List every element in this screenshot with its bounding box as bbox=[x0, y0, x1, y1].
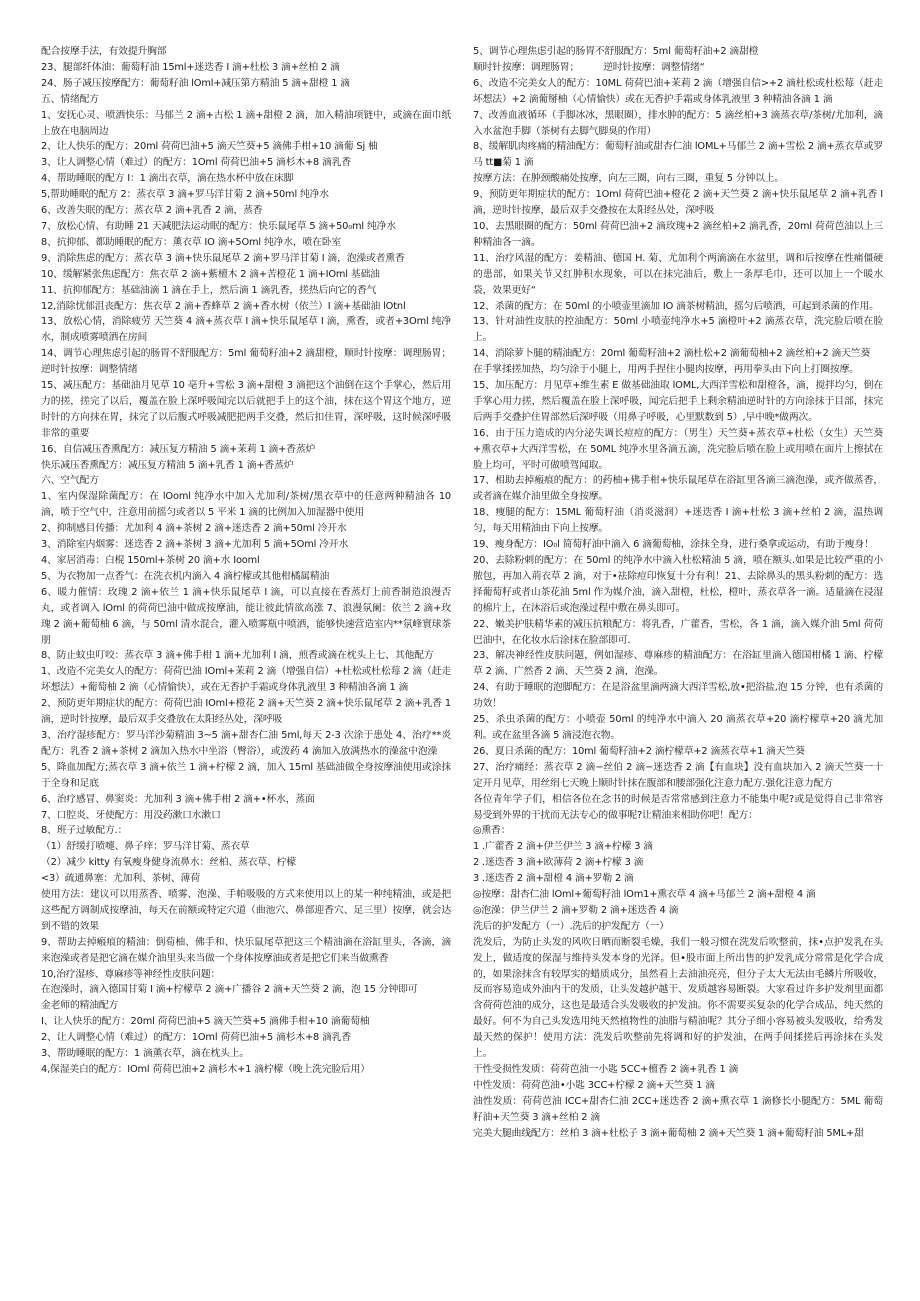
right-column-paragraph: 顺时针按摩：调理肠胃； 逆时针按摩：调整情绪“ bbox=[473, 61, 705, 73]
left-column-paragraph: 1、安抚心灵、喷洒快乐：马郁兰 2 滴+古松 1 滴+甜橙 2 滴，加入精油项链中，或滴在面巾纸上放在电脑周边 bbox=[41, 109, 451, 137]
left-column-paragraph: 五、情绪配方 bbox=[41, 93, 99, 105]
right-column-paragraph: 12、杀菌的配方：在 50ml 的小喷壶里滴加 IO 滴茶树精油，摇匀后喷洒，可起到杀菌的作用。 bbox=[473, 300, 879, 312]
left-column-paragraph: 9、帮助去掉瘢痕的精油：倒荀柚、佛手和、快乐鼠尾草把这三个精油滴在浴缸里头，各滴，滴来泡澡或者是把它滴在媒介油里头来当做一个身体按摩油或者是把它们来当做熏香 bbox=[41, 936, 451, 964]
left-column-paragraph: 配合按摩手法，有效提升胸部 bbox=[41, 46, 167, 57]
right-column-paragraph: 27、治疗痛经：蒸衣草 2 滴−丝伯 2 滴−迷迭香 2 滴【有血块】没有血块加入 2 滴天竺葵一十定开月见草，用丝绢七天晚上顺时针抹在腹部和腰部强化注意力配方.强化注意力配方 bbox=[473, 761, 883, 789]
left-column-paragraph: 8、抗抑郁、都助睡眠的配方：薰衣草 IO 滴+5Oml 纯净水，喷在卧室 bbox=[41, 236, 342, 248]
left-column-paragraph: 1、室内保湿除菌配方：在 lOoml 纯净水中加入尤加利/茶树/黑衣草中的任意两种精油各 10 滴，喷于空气中，注意用前摇匀或者以 5 平米 1 滴的比例加入加湿器中使用 bbox=[41, 491, 451, 519]
left-column-paragraph: 15、减压配方：基础油月见草 10 亳升+雪松 3 滴+甜橙 3 滴把这个油倒在这个手掌心，然后用力的搓，搓完了以后，覆盖在脸上深呼吸闻完以后就把手上的这个油，抹在这个胃这个地方，逆时针的方向抹在胃，抹完了以后腹式呼吸减肥把两手交叠，然后扣住胃，深呼吸，这时候深呼吸非常的重要 bbox=[41, 380, 451, 439]
left-column-paragraph: 23、腿部纤体油：葡萄籽油 15ml+迷迭香 I 滴+杜松 3 滴+丝柏 2 滴 bbox=[41, 61, 340, 73]
left-column-paragraph: 2、抑制感目传播：尤加利 4 滴+茶树 2 滴+迷迭香 2 滴+50ml 冷开水 bbox=[41, 523, 347, 535]
right-column-paragraph: 1 .广藿香 2 滴+伊兰伊兰 3 滴+柠檬 3 滴 bbox=[473, 841, 653, 853]
left-column-paragraph: I、让人快乐的配方：20ml 荷荷巴油+5 滴天竺葵+5 滴佛手柑+10 滴葡萄柚 bbox=[41, 1016, 370, 1028]
left-column-paragraph: 使用方法：建议可以用蒸香、喷雾、泡澡、手帕吸吸的方式来使用以上的某一种纯精油，或是把这些配方调制成按摩油，每天在前额或特定穴道（曲池穴、鼻部迎香穴、足三里）按摩，就会达到不错的效果 bbox=[41, 889, 451, 932]
left-column-paragraph: 10,治疗湿疹、尊麻疹等神经性皮肤问题： bbox=[41, 968, 221, 980]
left-column-paragraph: 金老师的精油配方 bbox=[41, 1000, 119, 1012]
left-column-paragraph: 6、改善失眠的配方：蒸衣草 2 滴+乳香 2 滴，蒸香 bbox=[41, 205, 263, 217]
left-column-paragraph: 1、改造不完美女人的配方：荷荷巴油 IOml+茉莉 2 滴（增强自信）+杜松或杜松莓 2 滴（赶走坏想法）+葡萄柚 2 滴（心情愉快），或在无香护手霜或身体乳液里 3 种精油各滴 1 滴 bbox=[41, 666, 451, 694]
right-column-paragraph: 5、调节心理焦虑引起的肠胃不舒服配方：5ml 葡萄籽油+2 滴甜橙 bbox=[473, 46, 759, 57]
left-column-paragraph: 10、缓解紧张焦虑配方：焦衣草 2 滴+紫檀木 2 滴+苦橙花 1 滴+IOml 基础油 bbox=[41, 268, 380, 280]
left-column-paragraph: <3）疏通鼻塞：尤加利、茶树、薄荷 bbox=[41, 873, 200, 885]
right-column-paragraph: 7、改善血液循环（手脚冰冰，黑眼圈），排水肿的配方：5 滴丝柏+3 滴蒸衣草/茶树/尤加利，滴入水盆泡手脚（茶树有去脚气脚臭的作用） bbox=[473, 109, 883, 137]
right-column-paragraph: 8、缓解肌肉疼痛的精油配方：葡萄籽油或甜杏仁油 lOML+马郁兰 2 滴+雪松 2 滴+蒸衣草或罗马 tt■菊 1 滴 bbox=[473, 141, 883, 169]
right-column-paragraph: ◎泡澡：伊兰伊兰 2 滴+罗勒 2 滴+迷迭香 4 滴 bbox=[473, 904, 679, 916]
right-column-paragraph: 23、解决神经性皮肤问题，例如湿疹、尊麻疹的精油配方：在浴缸里滴入德国柑橘 1 滴、柠檬草 2 滴、广然香 2 滴、天竺葵 2 滴，泡澡。 bbox=[473, 650, 883, 678]
left-column-paragraph: 6、治疗感冒、鼻窦炎：尤加利 3 滴+佛手柑 2 滴+•杯水，蒸面 bbox=[41, 793, 315, 805]
right-column-paragraph: 在手掌揉搓加热，均匀涂于小腿上，用两手捏住小腿肉按摩，再用拳头由下向上打圈按摩。 bbox=[473, 364, 859, 376]
left-column-paragraph: 6、暖力催情：玫瑰 2 滴+依兰 1 滴+快乐鼠尾草 I 滴，可以直接在香蒸灯上前香制造浪漫否丸，或者调入 lOml 的荷荷巴油中做成按摩油，能让彼此情欲高涨 7、浪漫氛阑：依兰 2 滴+玫瑰 2 滴+葡萄柚 6 滴，与 50ml 清水混合，灌入喷雾瓶中喷洒，能够快速营造室内**氛峰寰球茶朋 bbox=[41, 586, 451, 646]
right-column-paragraph: 25、杀虫杀菌的配方：小喷壶 50ml 的纯净水中滴入 20 滴蒸衣草+20 滴柠檬草+20 滴尤加利。或在盆里各滴 5 滴浸泡衣物。 bbox=[473, 714, 883, 741]
right-column-paragraph: 10、去黑眼圈的配方：50ml 荷荷巴油+2 滴玫瑰+2 滴丝柏+2 滴乳香，20ml 荷荷芭油以上三种精油各一滴。 bbox=[473, 220, 883, 248]
left-column-paragraph: （2）减少 kitty 有氧瘦身健身流鼻水：丝柏、蒸衣草、柠檬 bbox=[41, 857, 297, 869]
left-column-paragraph: 5、降血加配方;蒸衣草 3 滴+依兰 1 滴+柠檬 2 滴，加入 15ml 基础油做全身按摩油使用或涂抹于全身和足底 bbox=[41, 761, 451, 789]
right-column-paragraph: 26、夏日杀菌的配方：10ml 葡萄籽油+2 滴柠檬草+2 滴蒸衣草+1 滴天竺葵 bbox=[473, 745, 805, 757]
left-column-paragraph: 11、抗抑郁配方：基础油滴 1 滴在手上，然后滴 1 滴乳香，搓热后向它的香气 bbox=[41, 284, 377, 296]
left-column-paragraph: （1）舒缓打喷嚏、鼻子痒：罗马洋甘菊、蒸衣草 bbox=[41, 841, 250, 853]
left-column-paragraph: 8、防止蚊虫叮咬：蒸衣草 3 滴+佛手柑 1 滴+尤加利 I 滴，煎香或滴在枕头上七、其他配方 bbox=[41, 650, 434, 662]
left-column-paragraph: 5,帮助睡眠的配方 2：蒸衣草 3 滴+罗马洋甘菊 2 滴+50ml 纯净水 bbox=[41, 189, 329, 201]
left-column bbox=[41, 44, 451, 1078]
left-column-paragraph: 3、帮助睡眠的配方：1 滴薰衣草，滴在枕头上。 bbox=[41, 1048, 250, 1060]
right-column-paragraph: ◎按摩：甜杏仁油 lOml+葡萄籽油 lOm1+熏衣草 4 滴+马郁兰 2 滴+甜橙 4 滴 bbox=[473, 889, 816, 901]
right-column-paragraph: 完美大腿曲线配方：丝柏 3 滴+杜松子 3 滴+葡萄柚 2 滴+天竺葵 1 滴+葡萄籽油 5ML+甜 bbox=[473, 1127, 864, 1139]
left-column-paragraph: 2、让人调整心情（难过）的配方：1Oml 荷荷巴油+5 滴杉木+8 滴乳香 bbox=[41, 1032, 352, 1044]
right-column-paragraph: 19、瘦身配方：IO₀l 简萄籽油中滴入 6 滴葡萄柚，涂抹全身，进行桑拿或运动，有助于瘦身！ bbox=[473, 539, 874, 551]
left-column-paragraph: 4、帮助睡眠的配方 I：1 滴出衣草，滴在热水杯中放在床脚 bbox=[41, 173, 294, 185]
left-column-paragraph: 4,保湿美白的配方：IOml 荷荷巴油+2 滴杉木+1 滴柠檬（晚上洗完脸后用） bbox=[41, 1064, 370, 1075]
right-column bbox=[473, 44, 883, 1142]
left-column-paragraph: 六、空气配方 bbox=[41, 475, 99, 487]
right-column-paragraph: 22、嫩美护肤精华素的减压抗粮配方：将乳香，广藿香，雪松，各 1 滴，滴入媒介油 5ml 荷荷巴油中，在化妆水后涂抹在脸部即可. bbox=[473, 618, 883, 646]
left-column-paragraph: 2、预防更年期症状的配方：荷荷巴油 IOml+橙花 2 滴+天竺葵 2 滴+快乐鼠尾草 2 滴+乳香 1 滴，逆时针按摩，最后双手交叠放在太阳经丛处，深呼吸 bbox=[41, 698, 451, 726]
left-column-paragraph: 14、调节心理焦虑引起的肠胃不舒服配方：5ml 葡萄籽油+2 滴甜橙，顺时针按摩：调理肠胃；逆时针按摩：调整情绪 bbox=[41, 348, 451, 376]
left-column-paragraph: 12,消除忧郁沮丧配方：焦衣草 2 滴+香蜂草 2 滴+香水树（依兰）I 滴+基础油 lOtnl bbox=[41, 300, 406, 312]
right-column-paragraph: 干性受损性发质：荷荷芭油一小匙 5CC+檀香 2 滴+乳香 1 滴 bbox=[473, 1064, 739, 1075]
right-column-paragraph: 18、瘦腿的配方：15ML 葡萄籽油（消炎滋润）+迷迭香 I 滴+杜松 3 滴+丝柏 2 滴，温热调匀，每天用精油由下向上按摩。 bbox=[473, 507, 883, 535]
right-column-paragraph: 20、去除粉刺的配方：在 50ml 的纯净水中滴入杜松精油 5 滴，喷在额头.如果是比较严重的小脓包，再加入荊衣草 2 滴，对于•祛除痘印恢复十分有利！21、去除鼻头的黑头粉刺的配方：选择葡萄籽或者山茶花油 5ml 作为媒介油，滴入甜橙，杜松，橙叶，蒸衣草各一滴。适量滴在浸湿的棉片上，在沐浴后或泡澡过程中敷在鼻头即可。 bbox=[473, 555, 883, 614]
left-column-paragraph: 7、口腔炎、牙使配方：用没药漱口水漱口 bbox=[41, 809, 221, 821]
right-column-paragraph: 15、加压配方：月见草+维生素 E 做基础油取 lOML,大西洋雪松和甜橙各，滴，搅拌均匀，倒在手掌心用力搓，然后覆盖在脸上深呼吸，闻完后把手上剩余精油逆时针的方向涂抹于目部，抹完后两手交叠护住胃部然后深呼吸（用鼻子呼吸，心里默数到 5）,早中晚*做两次。 bbox=[473, 380, 883, 423]
left-column-paragraph: 7、放松心情、有助睡 21 天减肥法运动眠的配方：快乐鼠尾草 5 滴+50₀ml 纯净水 bbox=[41, 220, 396, 232]
left-column-paragraph: 快乐减压香熏配方：减压复方精油 5 滴+乳香 1 滴+香蒸炉 bbox=[41, 459, 294, 471]
left-column-paragraph: 2、让人快乐的配方：20ml 荷荷巴油+5 滴天竺葵+5 滴佛手柑+10 滴葡 Sj 柚 bbox=[41, 141, 378, 153]
right-column-paragraph: 各位青年学子们，相信各位在念书的时候是否常常感到注意力不能集中呢?或是觉得自己非常容易受到外界的干扰而无法专心的做事呢?让精油来相助你吧！配方： bbox=[473, 793, 883, 821]
right-column-paragraph: 洗后的护发配方（一）.洗后的护发配方（一） bbox=[473, 920, 669, 932]
right-column-paragraph: 洗发后，为防止头发的风吹日晒而断裂毛燥，我们一般习惯在洗发后吹整前，抹•点护发乳在头发上，做适度的保湿与维持头发本身的光泽。但•股市面上所出售的护发乳成分常常是化学合成的，如果涂抹含有较厚实的蜡质成分，虽然看上去油油亮亮，但分子太大无法由毛鳞片所吸收，反而容易造成外油内干的发质，让头发越护越干、发质越容易断裂。大家看过许多护发剂里面都含荷荷芭油的成分，这也是最适合头发吸收的护发油。你不需要买复杂的化学合成品，纯天然的最好。何不为自己头发选用纯天然植物性的油脂与精油呢？其分子细小容易被头发吸收，给秀发最天然的保护！使用方法：洗发后吹整前先将调和好的护发油，在两手间揉搓后再涂抹在头发上。 bbox=[473, 936, 883, 1060]
right-column-paragraph: 油性发质：荷荷芭油 ICC+甜杏仁油 2CC+迷迭香 2 滴+熏衣草 1 滴修长小腿配方：5ML 葡萄籽油+天竺葵 3 滴+丝柏 2 滴 bbox=[473, 1095, 883, 1123]
left-column-paragraph: 8、班子过敏配方.： bbox=[41, 825, 128, 837]
right-column-paragraph: 6、改造不完美女人的配方：10ML 荷荷巴油+茉莉 2 滴（增强自信>+2 滴杜松或杜松莓（赶走坏想法）+2 滴葡掰柚（心情愉快）或在无香护手霜或身体乳液里 3 种精油各滴 1 滴 bbox=[473, 77, 883, 105]
right-column-paragraph: 按摩方法：在肿颈酸痛处按摩，向左三圈，向右三圈，重复 5 分钟以上。 bbox=[473, 173, 785, 185]
right-column-paragraph: 14、消除萝卜腿的精油配方：20ml 葡萄籽油+2 滴杜松+2 滴葡萄柚+2 滴丝柏+2 滴天竺葵 bbox=[473, 348, 871, 360]
left-column-paragraph: 在泡澡时，滴入德国甘菊 I 滴+柠檬草 2 滴+广播谷 2 滴+天竺葵 2 滴，泡 15 分钟即可 bbox=[41, 984, 418, 996]
left-column-paragraph: 9、消除焦虑的配方：蒸衣草 3 滴+快乐鼠尾草 2 滴+罗马洋甘菊 I 滴，泡澡或者熏香 bbox=[41, 252, 405, 264]
right-column-paragraph: 16、由于压力造成的内分泌失调长痘痘的配方：（男生）天竺葵+蒸衣草+杜松（女生）天竺葵+熏衣草+大西洋雪松，在 50ML 纯净水里各滴五滴，洗完脸后喷在脸上或用喷在面片上擦拭在脸上均可，平时可做喷驾闻取。 bbox=[473, 427, 883, 471]
left-column-paragraph: 4、家居消毒：白棍 150ml+茶树 20 滴+水 Iooml bbox=[41, 555, 260, 566]
left-column-paragraph: 3、消除室内烟雾：迷迭香 2 滴+茶树 3 滴+尤加利 5 滴+5Oml 冷开水 bbox=[41, 539, 349, 551]
left-column-paragraph: 5、为衣物加一点香气：在洗衣机内滴入 4 滴柠檬或其他柑橘属精油 bbox=[41, 570, 330, 582]
right-column-paragraph: 9、预防更年期症状的配方：1Oml 荷荷巴油+橙花 2 滴+天竺葵 2 滴+快乐鼠尾草 2 滴+乳香 I 滴，逆时针按摩，最后双手交叠按在太阳经丛处，深呼吸 bbox=[473, 189, 883, 217]
right-column-paragraph: 2 .迷迭香 3 滴+欧薄荷 2 滴+柠檬 3 滴 bbox=[473, 857, 644, 869]
left-column-paragraph: 13、放松心情，消除疲劳 天竺葵 4 滴+蒸衣草 I 滴+快乐鼠尾草 I 滴，熏香，或者+3Oml 纯净水，制成喷雾喷洒在房间 bbox=[41, 316, 451, 344]
left-column-paragraph: 16、自信减压香熏配方：减压复方精油 5 滴+茉莉 1 滴+香蒸炉 bbox=[41, 443, 316, 455]
left-column-paragraph: 3、让人调整心情（难过）的配方：1Oml 荷荷巴油+5 滴杉木+8 滴乳香 bbox=[41, 157, 352, 169]
right-column-paragraph: ◎熏香： bbox=[473, 825, 511, 837]
right-column-paragraph: 中性发质：荷荷芭油•小匙 3CC+柠檬 2 滴+天竺葵 1 滴 bbox=[473, 1079, 715, 1091]
left-column-paragraph: 3、治疗湿疹配方：罗马洋沙菊精油 3~5 滴+甜杏仁油 5ml,每天 2-3 次涂于患处 4、治疗**炎配方：乳香 2 滴+茶树 2 滴加入热水中坐浴（臀浴），或泼药 4 滴加入放满热水的澡盆中泡澡 bbox=[41, 729, 451, 757]
left-column-paragraph: 24、肠子减压按摩配方：葡萄籽油 lOml+减压第方精油 5 滴+甜橙 1 滴 bbox=[41, 77, 350, 89]
right-column-paragraph: 11、治疗风湿的配方：姜精油、德国 H. 菊、尤加利个两滴滴在水盆里，调和后按摩在性痛僵硬的患部，如果关节又红肿积水现象，可以在抹完油后，敷上一条厚毛巾，还可以加上一个暖水袋，效果更好“ bbox=[473, 252, 883, 296]
right-column-paragraph: 13、针对油性皮肤的控油配方：50ml 小喷壶纯净水+5 滴橙叶+2 滴蒸衣草，洗完脸后喷在脸上。 bbox=[473, 316, 883, 344]
right-column-paragraph: 24、有助于睡眠的泡脚配方：在是浴盆里滴两滴大西洋雪松,放•把浴盐,泡 15 分钟，也有杀菌的功效！ bbox=[473, 682, 883, 710]
right-column-paragraph: 17、相助去掉瘢痕的配方：的药柚+佛手柑+快乐鼠尾草在浴缸里各滴三滴泡澡，或齐做蒸香，或者滴在媒介油里做全身按摩。 bbox=[473, 475, 883, 503]
right-column-paragraph: 3 .迷迭香 2 滴+甜橙 4 滴+罗勒 2 滴 bbox=[473, 873, 634, 885]
